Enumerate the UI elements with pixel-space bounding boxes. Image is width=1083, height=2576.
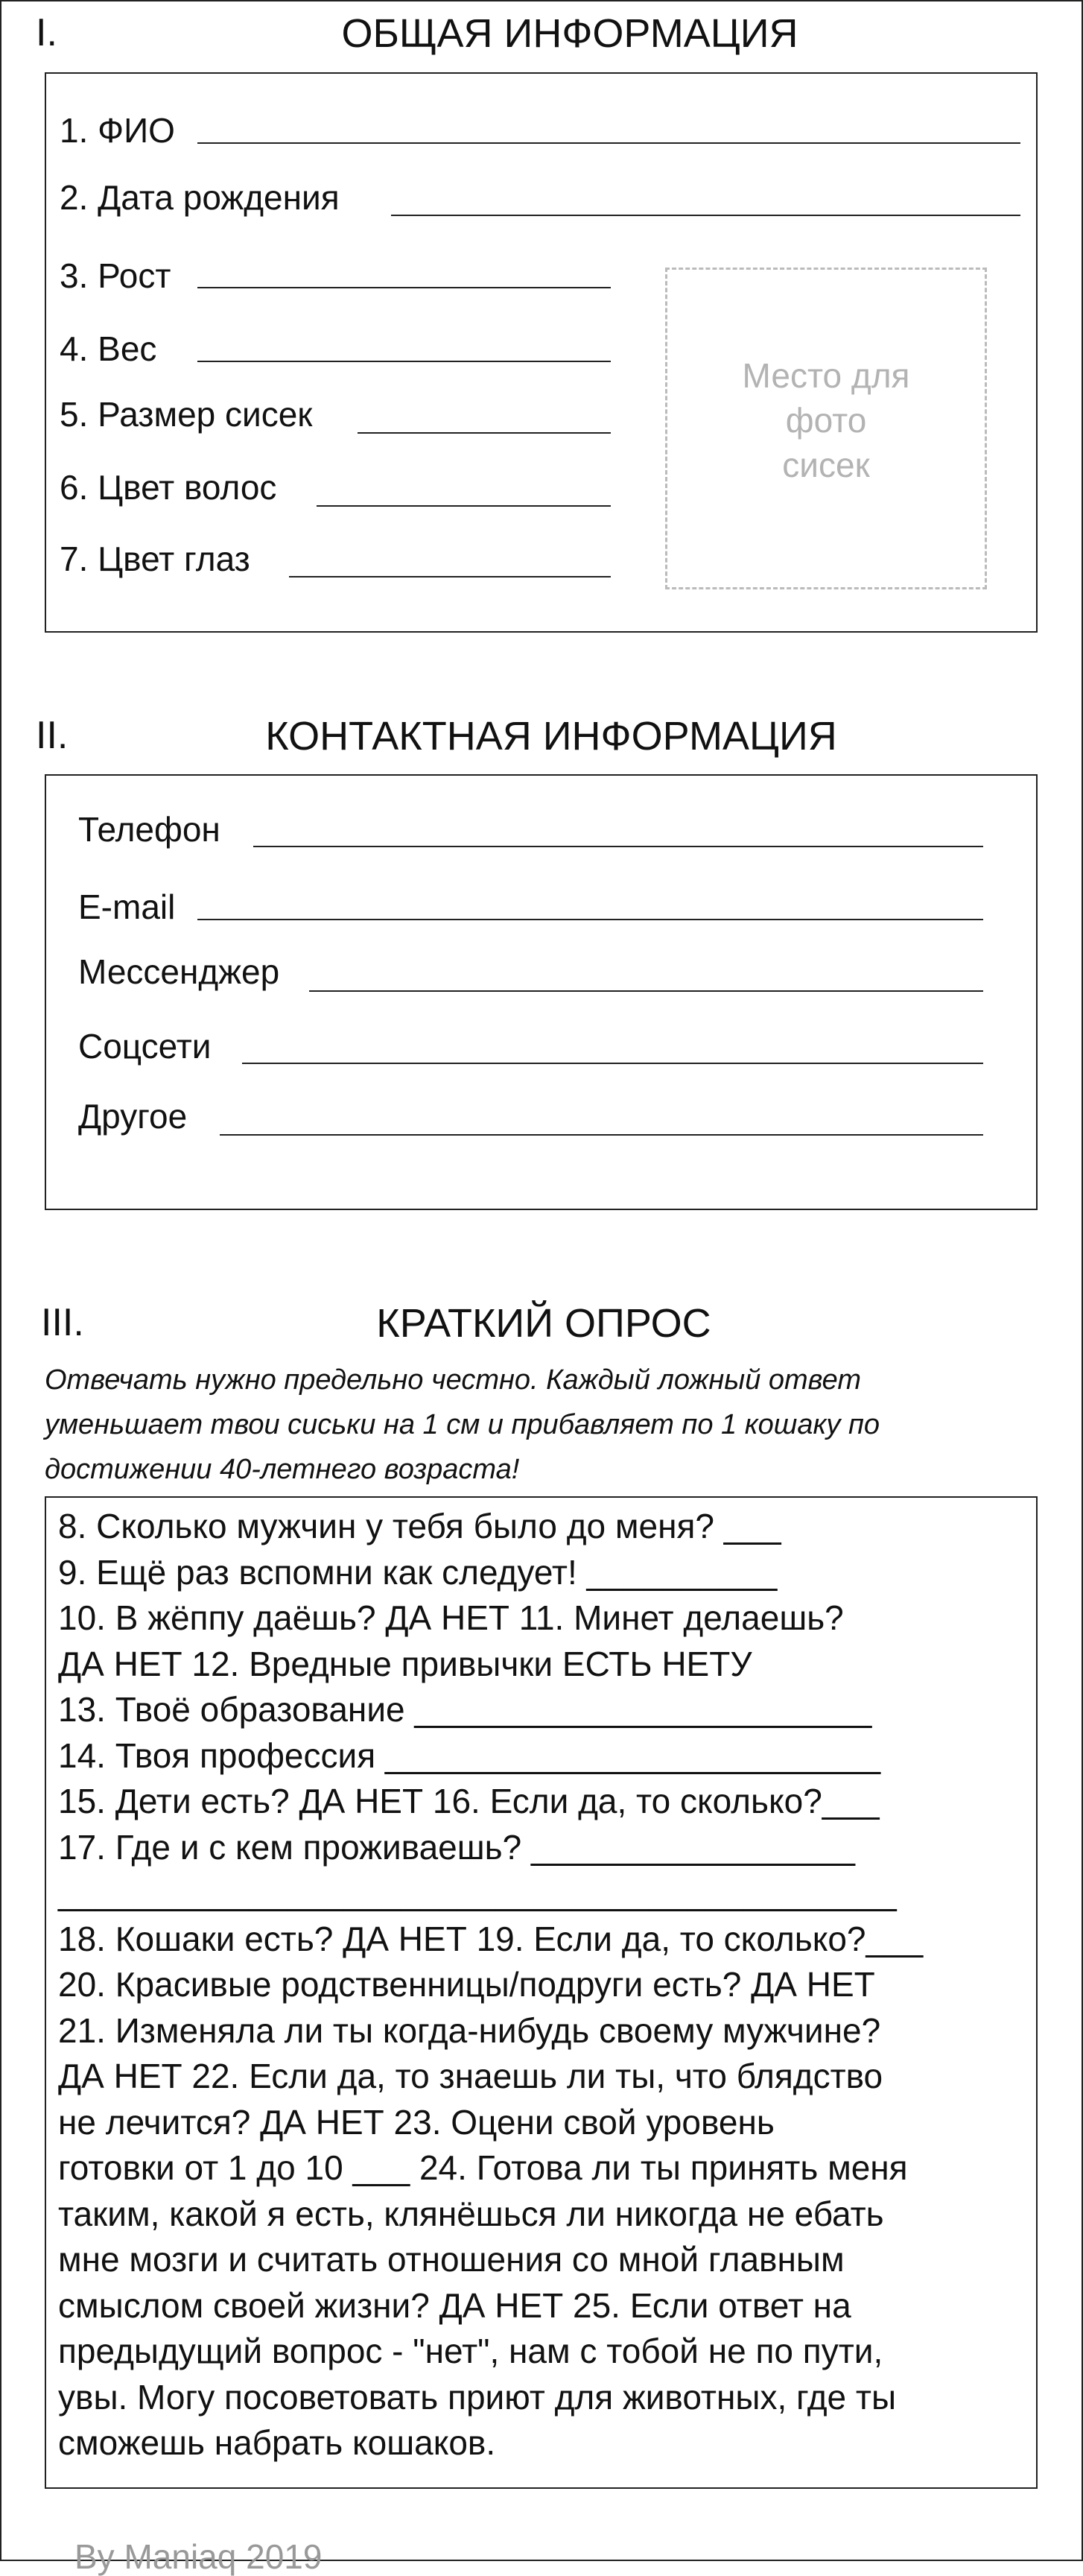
field-label-social: Соцсети bbox=[78, 1027, 212, 1066]
field-line-hair-color[interactable] bbox=[317, 505, 611, 507]
photo-placeholder[interactable] bbox=[665, 268, 987, 589]
field-label-phone: Телефон bbox=[78, 810, 220, 849]
field-line-social[interactable] bbox=[242, 1063, 983, 1064]
field-label-messenger: Мессенджер bbox=[78, 952, 280, 991]
section-3-numeral: III. bbox=[41, 1301, 84, 1344]
survey-notice: Отвечать нужно предельно честно. Каждый ложный ответ уменьшает твои сиськи на 1 см и прибавляет по 1 кошаку по достижении 40-летнего возраста! bbox=[45, 1364, 880, 1485]
field-label-fio: 1. ФИО bbox=[60, 111, 175, 150]
field-line-other[interactable] bbox=[220, 1134, 983, 1136]
section-2-title: КОНТАКТНАЯ ИНФОРМАЦИЯ bbox=[265, 714, 837, 759]
field-line-weight[interactable] bbox=[197, 361, 611, 362]
field-label-email: E-mail bbox=[78, 887, 176, 926]
field-line-messenger[interactable] bbox=[309, 990, 983, 992]
field-label-hair-color: 6. Цвет волос bbox=[60, 468, 277, 507]
field-label-birthdate: 2. Дата рождения bbox=[60, 178, 340, 217]
field-label-height: 3. Рост bbox=[60, 256, 171, 295]
section-2-numeral: II. bbox=[36, 714, 69, 757]
field-label-other: Другое bbox=[78, 1097, 188, 1136]
section-3-title: КРАТКИЙ ОПРОС bbox=[376, 1301, 711, 1346]
section-1-title: ОБЩАЯ ИНФОРМАЦИЯ bbox=[341, 11, 798, 56]
field-line-email[interactable] bbox=[197, 919, 983, 920]
field-line-phone[interactable] bbox=[253, 846, 983, 847]
section-1-numeral: I. bbox=[36, 11, 57, 54]
field-line-height[interactable] bbox=[197, 287, 611, 288]
survey-questions[interactable]: 8. Сколько мужчин у тебя было до меня? ___ 9. Ещё раз вспомни как следует! __________ 10. В жёппу даёшь? ДА НЕТ 11. Минет делаешь? ДА НЕТ 12. Вредные привычки ЕСТЬ НЕТУ 13. Твоё образование ________________________ 14. Твоя профессия __________________________ 15. Дети есть? ДА НЕТ 16. Если да, то сколько?___ 17. Где и с кем проживаешь? _________________ ____________________________________________ 18. Кошаки есть? ДА НЕТ 19. Если да, то сколько?___ 20. Красивые родственницы/подруги есть? ДА НЕТ 21. Изменяла ли ты когда-нибудь своему мужчине? ДА НЕТ 22. Если да, то знаешь ли ты, что блядство не лечится? ДА НЕТ 23. Оцени свой уровень готовки от 1 до 10 ___ 24. Готова ли ты принять меня таким, какой я есть, клянёшься ли никогда не ебать мне мозги и считать отношения со мной главным смыслом своей жизни? ДА НЕТ 25. Если ответ на предыдущий вопрос - "нет", нам с тобой не по пути, увы. Могу посоветовать приют для животных, где ты сможешь набрать кошаков. bbox=[58, 1507, 924, 2462]
footer-credit: By Maniaq 2019 bbox=[74, 2537, 323, 2576]
field-label-bust-size: 5. Размер сисек bbox=[60, 395, 313, 434]
photo-placeholder-text: Место для фото сисек bbox=[742, 356, 910, 484]
field-line-birthdate[interactable] bbox=[391, 215, 1020, 216]
field-label-weight: 4. Вес bbox=[60, 329, 157, 368]
field-label-eye-color: 7. Цвет глаз bbox=[60, 539, 250, 578]
field-line-bust-size[interactable] bbox=[358, 432, 611, 434]
field-line-fio[interactable] bbox=[197, 142, 1020, 144]
field-line-eye-color[interactable] bbox=[289, 576, 611, 577]
